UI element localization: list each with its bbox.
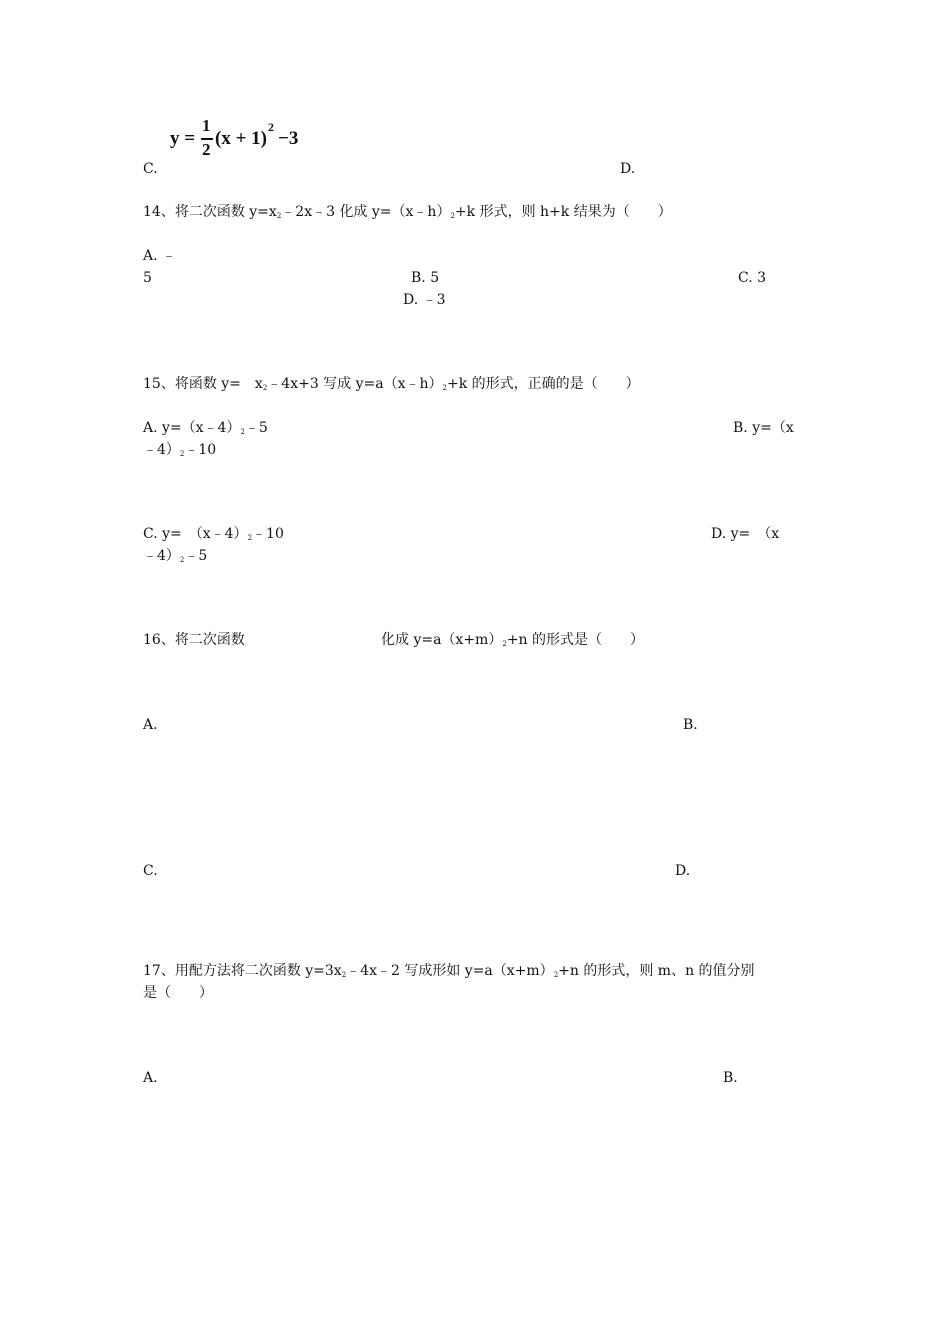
q15-option-b-part3: ﹣10: [184, 442, 217, 458]
q15-option-b-line2: [143, 441, 216, 463]
formula-exponent: 2: [268, 120, 274, 134]
q14-option-b: B. 5: [411, 270, 440, 286]
q15-option-b-exponent: 2: [179, 450, 185, 458]
q17-exponent-2: 2: [553, 971, 559, 979]
q15-option-c-part2: ﹣10: [252, 526, 284, 542]
q15-stem-part3: +k 的形式，正确的是（ ）: [447, 376, 640, 392]
q16-option-d: D.: [675, 863, 691, 879]
q16-stem-part1: 16、将二次函数: [143, 632, 245, 648]
q15-option-c: [143, 525, 284, 547]
q13-option-d: D.: [620, 161, 636, 177]
q16-option-b: B.: [683, 717, 698, 733]
q15-option-b-part2: ﹣4）: [143, 442, 180, 458]
q17-exponent-1: 2: [341, 971, 347, 979]
q15-option-d-part2: ﹣4）: [143, 548, 180, 564]
q17-option-a: A.: [143, 1070, 158, 1086]
q17-stem-part1: 17、用配方法将二次函数 y=3x: [143, 963, 342, 979]
q17-stem-part3: +n 的形式，则 m、n 的值分别: [558, 963, 755, 979]
q15-option-c-exponent: 2: [247, 534, 253, 542]
q15-option-d-exponent: 2: [179, 556, 185, 564]
q14-stem: [143, 203, 672, 225]
q15-option-a-exponent: 2: [240, 428, 245, 436]
q14-stem-part1: 14、将二次函数 y=x: [143, 204, 277, 220]
q16-option-c: C.: [143, 863, 158, 879]
q14-option-d: D. ﹣3: [403, 292, 446, 308]
q16-option-a: A.: [143, 717, 158, 733]
q15-stem: [143, 375, 640, 397]
q15-option-d-line1: D. y= （x: [711, 526, 780, 542]
q15-exponent-2: 2: [442, 384, 447, 392]
q15-option-d-line2: [143, 547, 207, 569]
q15-option-a: [143, 419, 268, 441]
q15-option-c-part1: C. y= （x﹣4）: [143, 526, 248, 542]
q14-stem-part3: +k 形式，则 h+k 结果为（ ）: [454, 204, 672, 220]
formula-tail: −3: [278, 128, 299, 149]
q14-exponent-2: 2: [450, 212, 455, 220]
q15-stem-part2: ﹣4x+3 写成 y=a（x﹣h）: [267, 376, 443, 392]
q17-stem-line1: [143, 962, 755, 984]
formula-denominator: 2: [202, 140, 211, 159]
q14-exponent-1: 2: [276, 212, 282, 220]
q17-stem-part2: ﹣4x﹣2 写成形如 y=a（x+m）: [346, 963, 554, 979]
q14-option-a-line1: A. ﹣: [143, 248, 177, 264]
q14-stem-part2: ﹣2x﹣3 化成 y=（x﹣h）: [281, 204, 451, 220]
formula-expression: (x + 1): [215, 128, 267, 149]
q13-option-c: C.: [143, 161, 158, 177]
formula-numerator: 1: [202, 116, 211, 135]
q16-stem-rest: [381, 631, 644, 653]
q17-stem-line2: 是（ ）: [143, 985, 213, 1001]
q15-option-b-line1: B. y=（x: [733, 420, 794, 436]
q17-option-b: B.: [723, 1070, 738, 1086]
q15-option-a-part2: ﹣5: [244, 420, 268, 436]
q15-option-a-part1: A. y=（x﹣4）: [143, 420, 241, 436]
q15-option-d-part3: ﹣5: [184, 548, 208, 564]
formula-lhs: y =: [170, 128, 196, 149]
q14-option-a-line2: 5: [143, 270, 152, 286]
q16-stem-part3: +n 的形式是（ ）: [506, 632, 645, 648]
q16-stem-part2: 化成 y=a（x+m）: [381, 632, 503, 648]
q14-option-c: C. 3: [738, 270, 767, 286]
q16-exponent: 2: [502, 640, 507, 648]
q15-stem-part1: 15、将函数 y= x: [143, 376, 263, 392]
q15-exponent-1: 2: [262, 384, 268, 392]
